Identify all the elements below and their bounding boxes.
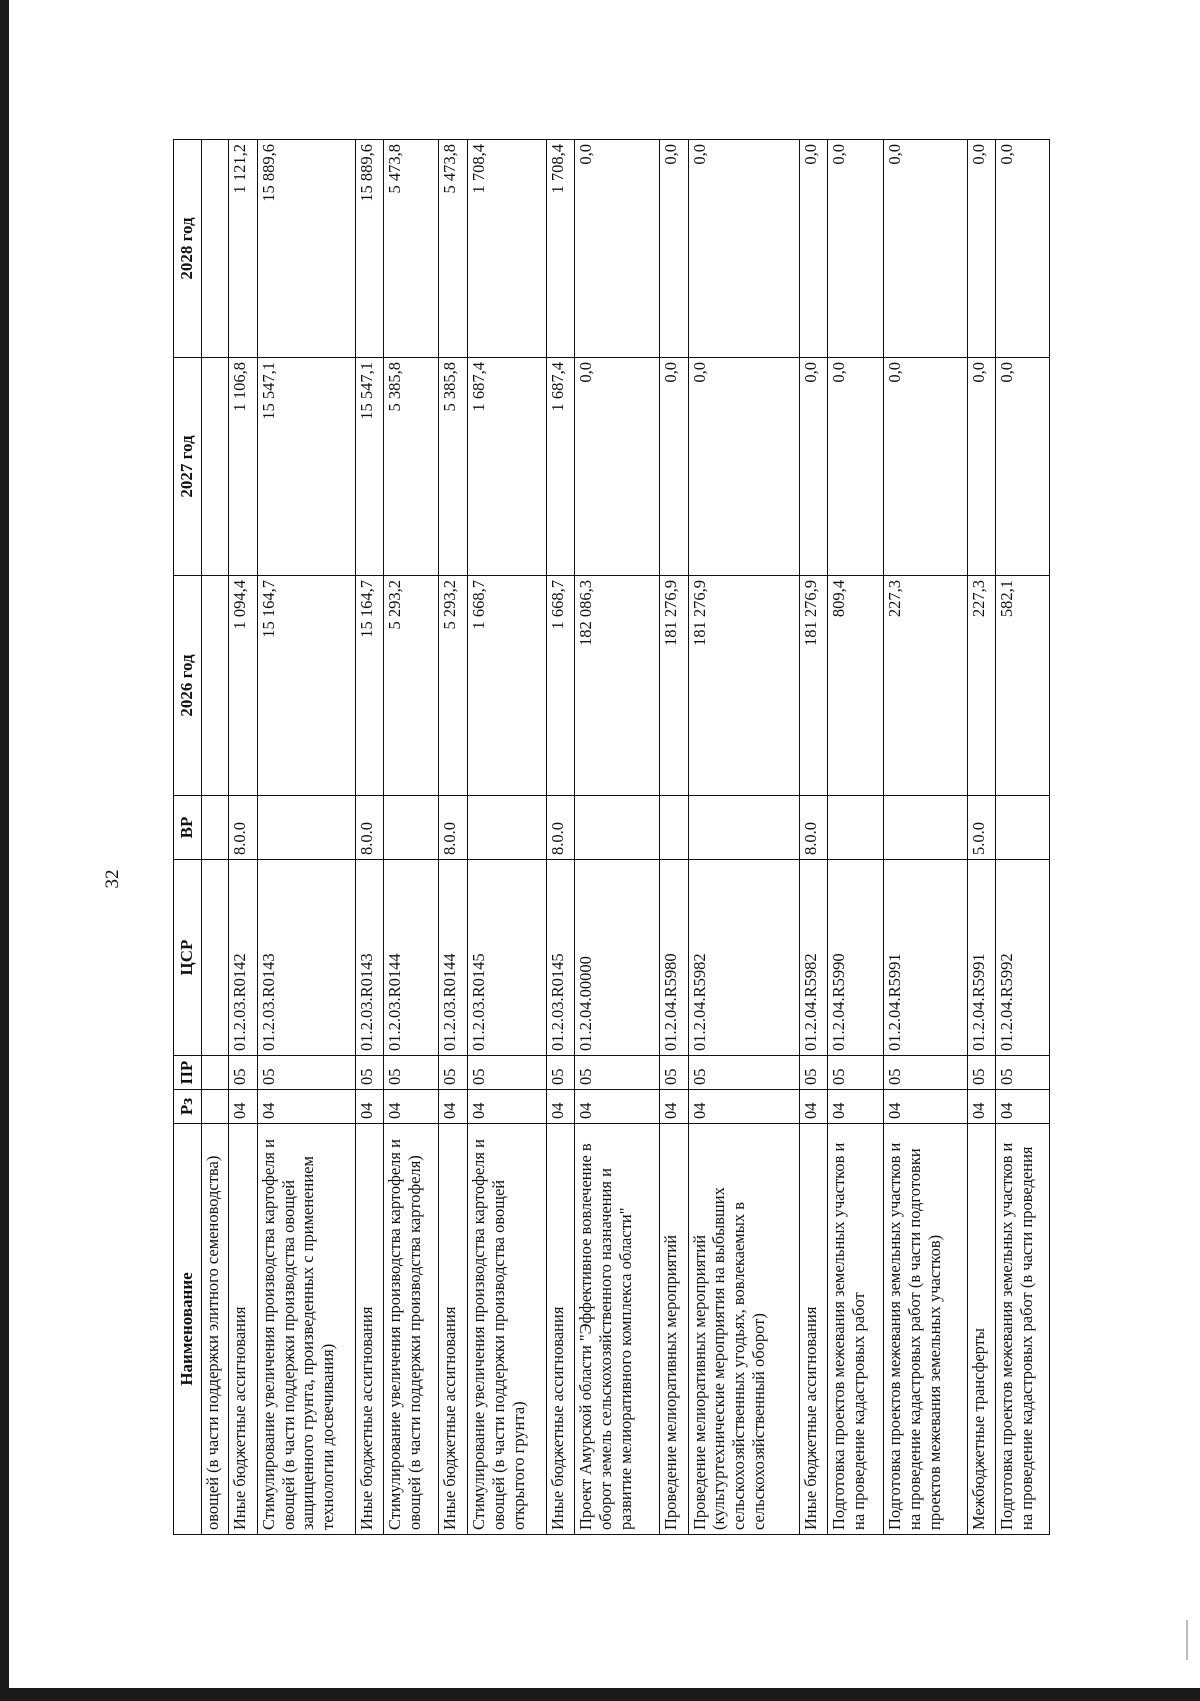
cell-y2027: 5 385,8 <box>439 358 468 576</box>
cell-vr <box>659 796 688 860</box>
cell-y2027: 15 547,1 <box>257 358 355 576</box>
cell-y2026: 15 164,7 <box>355 576 384 796</box>
cell-pr: 05 <box>257 1056 355 1090</box>
cell-y2028: 15 889,6 <box>257 140 355 358</box>
table-header-row <box>174 140 202 1535</box>
cell-y2028: 5 473,8 <box>384 140 439 358</box>
cell-name: Проведение мелиоративных мероприятий <box>659 1124 688 1535</box>
page-number: 32 <box>102 869 123 889</box>
cell-y2028: 1 708,4 <box>546 140 575 358</box>
cell-y2028: 0,0 <box>828 140 884 358</box>
cell-pr: 05 <box>439 1056 468 1090</box>
cell-vr: 5.0.0 <box>967 796 996 860</box>
cell-vr: 8.0.0 <box>799 796 828 860</box>
table-row <box>355 140 384 1535</box>
cell-name: Иные бюджетные ассигнования <box>799 1124 828 1535</box>
cell-y2026: 182 086,3 <box>575 576 660 796</box>
cell-y2028: 0,0 <box>575 140 660 358</box>
table-row <box>799 140 828 1535</box>
cell-vr <box>996 796 1050 860</box>
header-year-2026: 2026 год <box>174 576 202 796</box>
cell-pr: 05 <box>828 1056 884 1090</box>
cell-pr: 05 <box>799 1056 828 1090</box>
cell-y2027: 1 687,4 <box>546 358 575 576</box>
cell-vr <box>467 796 546 860</box>
cell-y2027: 0,0 <box>575 358 660 576</box>
cell-csr: 01.2.03.R0144 <box>439 860 468 1056</box>
cell-csr: 01.2.04.R5982 <box>688 860 799 1056</box>
cell-name: Стимулирование увеличения производства картофеля и овощей (в части поддержки производства овощей защищенного грунта, произведенных с применением технологии досвечивания) <box>257 1124 355 1535</box>
cell-y2026: 15 164,7 <box>257 576 355 796</box>
cell-y2026: 582,1 <box>996 576 1050 796</box>
cell-csr: 01.2.03.R0142 <box>229 860 258 1056</box>
cell-rz: 04 <box>257 1090 355 1124</box>
cell-y2027: 0,0 <box>884 358 967 576</box>
header-pr: ПР <box>174 1056 202 1090</box>
cell-csr: 01.2.04.R5991 <box>884 860 967 1056</box>
table-row <box>828 140 884 1535</box>
cell-vr <box>257 796 355 860</box>
cell-pr: 05 <box>575 1056 660 1090</box>
cell-pr: 05 <box>546 1056 575 1090</box>
cell-y2028: 5 473,8 <box>439 140 468 358</box>
cell-y2026: 181 276,9 <box>799 576 828 796</box>
cell-rz: 04 <box>229 1090 258 1124</box>
cell-csr: 01.2.03.R0144 <box>384 860 439 1056</box>
cell-pr: 05 <box>967 1056 996 1090</box>
cell-y2027: 0,0 <box>659 358 688 576</box>
cell-vr: 8.0.0 <box>355 796 384 860</box>
scan-mark <box>1186 1620 1188 1660</box>
cell-y2026: 5 293,2 <box>439 576 468 796</box>
cell-y2027: 5 385,8 <box>384 358 439 576</box>
cell-rz: 04 <box>546 1090 575 1124</box>
table-row <box>439 140 468 1535</box>
cell-rz: 04 <box>884 1090 967 1124</box>
table-body <box>202 140 1050 1535</box>
cell-y2026 <box>202 576 229 796</box>
cell-name: Иные бюджетные ассигнования <box>546 1124 575 1535</box>
cell-name: Проект Амурской области "Эффективное вовлечение в оборот земель сельскохозяйственного назначения и развитие мелиоративного комплекса области" <box>575 1124 660 1535</box>
cell-y2027: 0,0 <box>996 358 1050 576</box>
cell-y2027: 0,0 <box>967 358 996 576</box>
budget-table <box>173 139 1050 1535</box>
cell-y2026: 181 276,9 <box>688 576 799 796</box>
cell-rz: 04 <box>384 1090 439 1124</box>
cell-name: Иные бюджетные ассигнования <box>229 1124 258 1535</box>
cell-y2027 <box>202 358 229 576</box>
header-year-2028: 2028 год <box>174 140 202 358</box>
cell-y2026: 227,3 <box>967 576 996 796</box>
cell-vr <box>884 796 967 860</box>
cell-csr: 01.2.04.R5991 <box>967 860 996 1056</box>
cell-name: Стимулирование увеличения производства картофеля и овощей (в части поддержки производства картофеля) <box>384 1124 439 1535</box>
cell-rz: 04 <box>467 1090 546 1124</box>
header-name: Наименование <box>174 1124 202 1535</box>
cell-y2028 <box>202 140 229 358</box>
cell-pr <box>202 1056 229 1090</box>
cell-csr: 01.2.04.R5992 <box>996 860 1050 1056</box>
cell-y2026: 809,4 <box>828 576 884 796</box>
cell-rz: 04 <box>828 1090 884 1124</box>
header-rz: Рз <box>174 1090 202 1124</box>
cell-csr: 01.2.04.00000 <box>575 860 660 1056</box>
cell-y2028: 1 708,4 <box>467 140 546 358</box>
table-row <box>384 140 439 1535</box>
cell-name: Подготовка проектов межевания земельных участков и на проведение кадастровых работ <box>828 1124 884 1535</box>
cell-name: овощей (в части поддержки элитного семеноводства) <box>202 1124 229 1535</box>
cell-y2028: 0,0 <box>884 140 967 358</box>
cell-name: Иные бюджетные ассигнования <box>439 1124 468 1535</box>
table-row <box>884 140 967 1535</box>
scan-edge-left <box>0 0 9 1701</box>
cell-vr <box>828 796 884 860</box>
cell-name: Подготовка проектов межевания земельных участков и на проведение кадастровых работ (в части проведения <box>996 1124 1050 1535</box>
header-csr: ЦСР <box>174 860 202 1056</box>
cell-pr: 05 <box>229 1056 258 1090</box>
cell-y2028: 0,0 <box>659 140 688 358</box>
cell-y2028: 0,0 <box>688 140 799 358</box>
cell-csr: 01.2.04.R5990 <box>828 860 884 1056</box>
cell-y2026: 181 276,9 <box>659 576 688 796</box>
header-year-2027: 2027 год <box>174 358 202 576</box>
cell-csr: 01.2.03.R0145 <box>546 860 575 1056</box>
cell-name: Межбюджетные трансферты <box>967 1124 996 1535</box>
cell-vr <box>202 796 229 860</box>
cell-pr: 05 <box>688 1056 799 1090</box>
table-row <box>688 140 799 1535</box>
cell-y2027: 1 687,4 <box>467 358 546 576</box>
cell-rz: 04 <box>688 1090 799 1124</box>
rotated-table-inner <box>173 140 1050 1535</box>
cell-csr: 01.2.03.R0145 <box>467 860 546 1056</box>
table-row <box>467 140 546 1535</box>
cell-y2028: 0,0 <box>799 140 828 358</box>
cell-pr: 05 <box>884 1056 967 1090</box>
cell-rz: 04 <box>355 1090 384 1124</box>
cell-name: Проведение мелиоративных мероприятий (культуртехнические мероприятия на выбывших сельскохозяйственных угодьях, вовлекаемых в сельскохозяйственный оборот) <box>688 1124 799 1535</box>
cell-csr: 01.2.04.R5980 <box>659 860 688 1056</box>
cell-y2026: 1 668,7 <box>467 576 546 796</box>
cell-vr: 8.0.0 <box>229 796 258 860</box>
cell-csr: 01.2.03.R0143 <box>355 860 384 1056</box>
cell-rz: 04 <box>439 1090 468 1124</box>
cell-y2026: 227,3 <box>884 576 967 796</box>
table-row <box>659 140 688 1535</box>
cell-y2026: 1 668,7 <box>546 576 575 796</box>
cell-pr: 05 <box>384 1056 439 1090</box>
scan-edge-bottom <box>0 1688 1200 1701</box>
cell-y2028: 0,0 <box>967 140 996 358</box>
cell-vr <box>575 796 660 860</box>
cell-csr: 01.2.03.R0143 <box>257 860 355 1056</box>
table-row <box>546 140 575 1535</box>
cell-vr: 8.0.0 <box>439 796 468 860</box>
table-row <box>996 140 1050 1535</box>
table-row <box>967 140 996 1535</box>
cell-rz: 04 <box>967 1090 996 1124</box>
cell-y2027: 0,0 <box>799 358 828 576</box>
cell-y2028: 0,0 <box>996 140 1050 358</box>
cell-y2027: 1 106,8 <box>229 358 258 576</box>
cell-pr: 05 <box>659 1056 688 1090</box>
cell-csr: 01.2.04.R5982 <box>799 860 828 1056</box>
cell-rz: 04 <box>996 1090 1050 1124</box>
cell-pr: 05 <box>355 1056 384 1090</box>
cell-csr <box>202 860 229 1056</box>
cell-y2026: 1 094,4 <box>229 576 258 796</box>
header-vr: ВР <box>174 796 202 860</box>
cell-y2026: 5 293,2 <box>384 576 439 796</box>
cell-vr <box>384 796 439 860</box>
cell-pr: 05 <box>467 1056 546 1090</box>
cell-vr <box>688 796 799 860</box>
cell-name: Иные бюджетные ассигнования <box>355 1124 384 1535</box>
cell-y2027: 0,0 <box>688 358 799 576</box>
cell-rz: 04 <box>799 1090 828 1124</box>
cell-name: Стимулирование увеличения производства картофеля и овощей (в части поддержки производства овощей открытого грунта) <box>467 1124 546 1535</box>
cell-rz <box>202 1090 229 1124</box>
table-row <box>229 140 258 1535</box>
cell-y2027: 0,0 <box>828 358 884 576</box>
cell-vr: 8.0.0 <box>546 796 575 860</box>
cell-y2027: 15 547,1 <box>355 358 384 576</box>
table-row <box>575 140 660 1535</box>
table-row <box>257 140 355 1535</box>
table-row <box>202 140 229 1535</box>
cell-name: Подготовка проектов межевания земельных участков и на проведение кадастровых работ (в части подготовки проектов межевания земельных участков) <box>884 1124 967 1535</box>
cell-y2028: 15 889,6 <box>355 140 384 358</box>
cell-rz: 04 <box>575 1090 660 1124</box>
cell-rz: 04 <box>659 1090 688 1124</box>
cell-pr: 05 <box>996 1056 1050 1090</box>
cell-y2028: 1 121,2 <box>229 140 258 358</box>
